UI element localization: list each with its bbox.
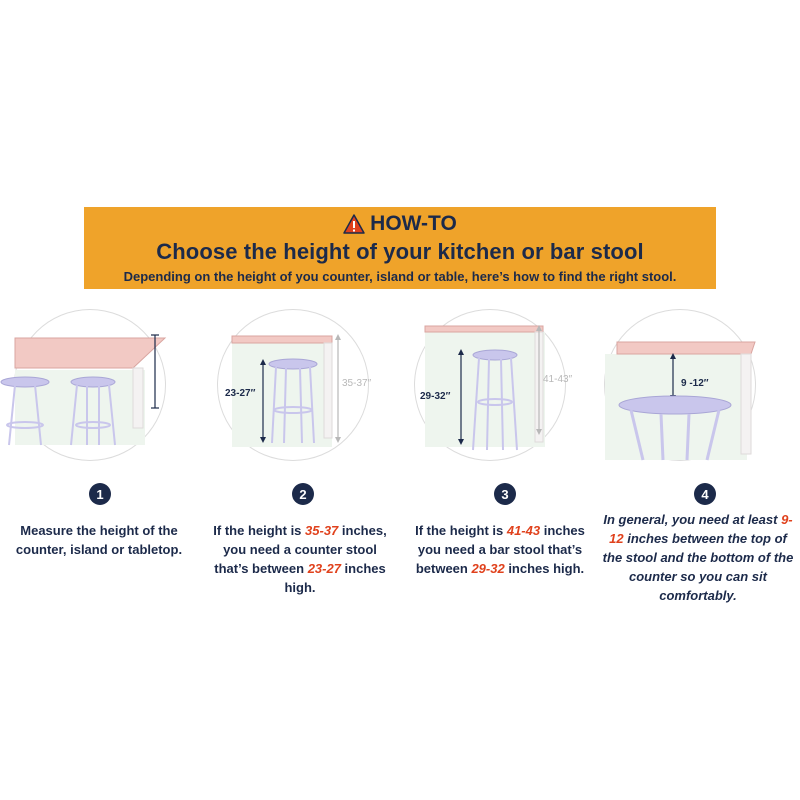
step-3-counter-label: 41-43″ <box>543 374 573 385</box>
step-4-description <box>600 510 796 605</box>
step-4-text-a: In general, you need at least <box>603 512 782 527</box>
step-2-text-c: inches high. <box>284 561 386 595</box>
step-4-number-badge: 4 <box>694 483 716 505</box>
step-3-text-b: inches you need a bar stool that’s between <box>415 523 585 576</box>
step-3-description <box>405 521 595 578</box>
page-title: Choose the height of your kitchen or bar stool <box>156 239 644 264</box>
step-1-illustration <box>15 310 165 460</box>
step-2-description <box>205 521 395 597</box>
step-1-number-badge: 1 <box>89 483 111 505</box>
step-3-number-badge: 3 <box>494 483 516 505</box>
step-4-text-b: inches between the top of the stool and the bottom of the counter so you can sit comfortably. <box>602 531 794 603</box>
step-2-stool-label: 23-27″ <box>225 388 256 399</box>
step-1-description: Measure the height of the counter, island or tabletop. <box>15 523 183 557</box>
step-2-text-b: inches, you need a counter stool that’s between <box>214 523 387 576</box>
step-2-illustration <box>218 310 372 460</box>
howto-label: HOW-TO <box>370 212 457 235</box>
step-3-stool-range: 29-32 <box>471 561 505 576</box>
step-2-counter-label: 35-37″ <box>342 378 372 389</box>
step-2-number-badge: 2 <box>292 483 314 505</box>
step-4-gap-label: 9 -12″ <box>681 378 709 389</box>
step-4-gap-range: 9-12 <box>609 512 793 546</box>
step-4-illustration <box>605 310 755 460</box>
step-2-text-a: If the height is <box>213 523 306 538</box>
step-3-counter-range: 41-43 <box>506 523 541 538</box>
page-subtitle: Depending on the height of you counter, island or table, here’s how to find the right stool. <box>123 269 677 284</box>
step-2-counter-range: 35-37 <box>305 523 339 538</box>
step-3-text-a: If the height is <box>415 523 507 538</box>
howto-heading <box>84 212 716 236</box>
warning-icon <box>343 214 365 234</box>
step-3-illustration <box>415 310 573 460</box>
step-3-stool-label: 29-32″ <box>420 391 451 402</box>
header-banner <box>84 207 716 289</box>
step-3-text-c: inches high. <box>504 561 585 576</box>
step-2-stool-range: 23-27 <box>307 561 341 576</box>
